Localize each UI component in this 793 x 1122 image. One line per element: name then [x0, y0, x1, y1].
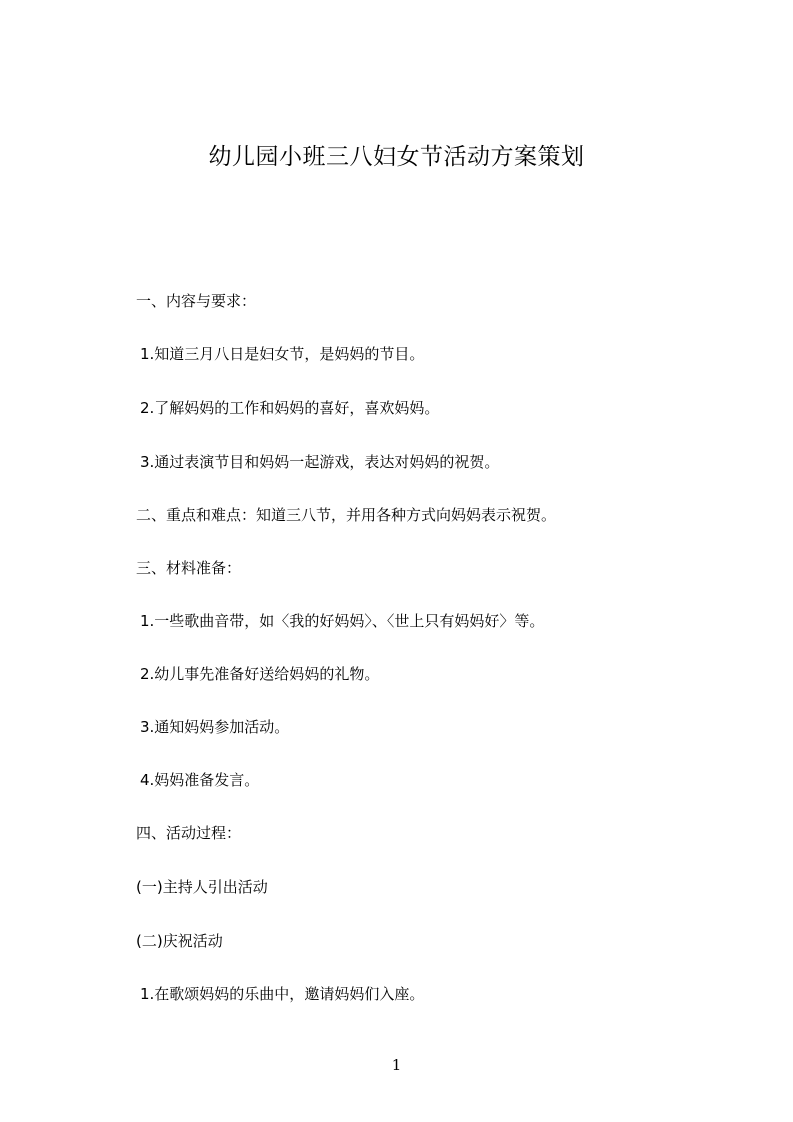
- subsection-heading: (二)庆祝活动: [136, 932, 223, 950]
- list-item: 4.妈妈准备发言。: [140, 771, 260, 789]
- list-item: 2.幼儿事先准备好送给妈妈的礼物。: [140, 665, 380, 683]
- list-item: 1.在歌颂妈妈的乐曲中，邀请妈妈们入座。: [140, 985, 425, 1003]
- section-heading-content-requirements: 一、内容与要求：: [136, 292, 257, 310]
- list-item: 1.一些歌曲音带，如〈我的好妈妈〉、〈世上只有妈妈好〉等。: [140, 612, 545, 630]
- list-item: 3.通知妈妈参加活动。: [140, 718, 290, 736]
- page-number: 1: [391, 1056, 402, 1074]
- section-heading-key-points: 二、重点和难点：知道三八节，并用各种方式向妈妈表示祝贺。: [136, 506, 557, 524]
- section-heading-process: 四、活动过程：: [136, 824, 242, 842]
- section-heading-materials: 三、材料准备：: [136, 559, 242, 577]
- list-item: 1.知道三月八日是妇女节，是妈妈的节目。: [140, 345, 425, 363]
- document-title: 幼儿园小班三八妇女节活动方案策划: [208, 144, 585, 170]
- list-item: 2.了解妈妈的工作和妈妈的喜好，喜欢妈妈。: [140, 399, 440, 417]
- subsection-heading: (一)主持人引出活动: [136, 878, 268, 896]
- list-item: 3.通过表演节目和妈妈一起游戏，表达对妈妈的祝贺。: [140, 453, 500, 471]
